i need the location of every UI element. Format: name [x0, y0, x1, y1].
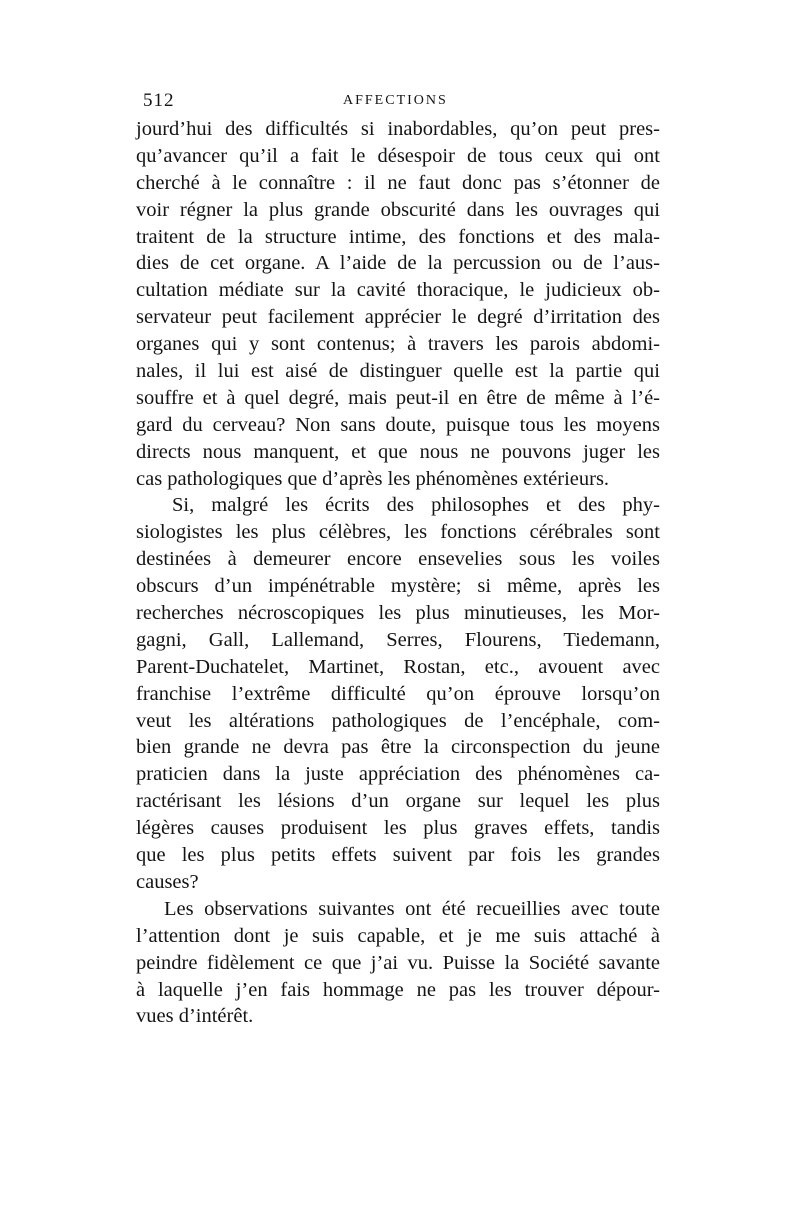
text-line: peindre fidèlement ce que j’ai vu. Puisse la Société savante — [136, 951, 660, 974]
text-line: gagni, Gall, Lallemand, Serres, Flourens, Tiedemann, — [136, 628, 660, 651]
page-number: 512 — [143, 90, 175, 111]
text-line: recherches nécroscopiques les plus minutieuses, les Mor- — [136, 602, 660, 625]
text-line: que les plus petits effets suivent par fois les grandes — [136, 844, 660, 867]
text-line: cas pathologiques que d’après les phénomènes extérieurs. — [136, 467, 610, 490]
text-line: cherché à le connaître : il ne faut donc pas s’étonner de — [136, 171, 660, 194]
running-title: AFFECTIONS — [343, 93, 448, 108]
body-text — [136, 116, 660, 1030]
text-line: veut les altérations pathologiques de l’encéphale, com- — [136, 709, 660, 732]
text-line: légères causes produisent les plus graves effets, tandis — [136, 817, 660, 840]
text-line: servateur peut facilement apprécier le degré d’irritation des — [136, 306, 660, 329]
text-line: franchise l’extrême difficulté qu’on éprouve lorsqu’on — [136, 682, 660, 705]
text-line: gard du cerveau? Non sans doute, puisque tous les moyens — [136, 413, 660, 436]
text-line: Les observations suivantes ont été recueillies avec toute — [164, 897, 660, 920]
text-line: organes qui y sont contenus; à travers les parois abdomi- — [136, 333, 660, 356]
text-line: nales, il lui est aisé de distinguer quelle est la partie qui — [136, 360, 660, 383]
text-line: l’attention dont je suis capable, et je me suis attaché à — [136, 924, 660, 947]
text-line: siologistes les plus célèbres, les fonctions cérébrales sont — [136, 521, 660, 544]
text-line: directs nous manquent, et que nous ne pouvons juger les — [136, 440, 660, 463]
text-line: praticien dans la juste appréciation des phénomènes ca- — [136, 763, 660, 786]
running-head — [143, 90, 663, 116]
text-line: Si, malgré les écrits des philosophes et des phy- — [172, 494, 660, 517]
paragraph-2 — [136, 492, 660, 895]
text-line: jourd’hui des difficultés si inabordables, qu’on peut pres- — [136, 118, 660, 140]
text-line: obscurs d’un impénétrable mystère; si même, après les — [136, 575, 660, 598]
paragraph-3 — [136, 896, 660, 1030]
text-line: destinées à demeurer encore ensevelies sous les voiles — [136, 548, 660, 571]
paragraph-1 — [136, 116, 660, 492]
text-line: Parent-Duchatelet, Martinet, Rostan, etc., avouent avec — [136, 655, 660, 678]
text-line: causes? — [136, 870, 199, 893]
text-line: souffre et à quel degré, mais peut-il en être de même à l’é- — [136, 386, 660, 409]
text-line: bien grande ne devra pas être la circonspection du jeune — [136, 736, 660, 759]
text-line: vues d’intérêt. — [136, 1005, 254, 1028]
text-line: voir régner la plus grande obscurité dans les ouvrages qui — [136, 198, 660, 221]
text-line: à laquelle j’en fais hommage ne pas les trouver dépour- — [136, 978, 660, 1001]
text-line: dies de cet organe. A l’aide de la percussion ou de l’aus- — [136, 252, 660, 275]
text-line: traitent de la structure intime, des fonctions et des mala- — [136, 225, 660, 248]
text-line: cultation médiate sur la cavité thoracique, le judicieux ob- — [136, 279, 660, 302]
text-line: ractérisant les lésions d’un organe sur lequel les plus — [136, 790, 660, 813]
text-line: qu’avancer qu’il a fait le désespoir de tous ceux qui ont — [136, 144, 660, 167]
